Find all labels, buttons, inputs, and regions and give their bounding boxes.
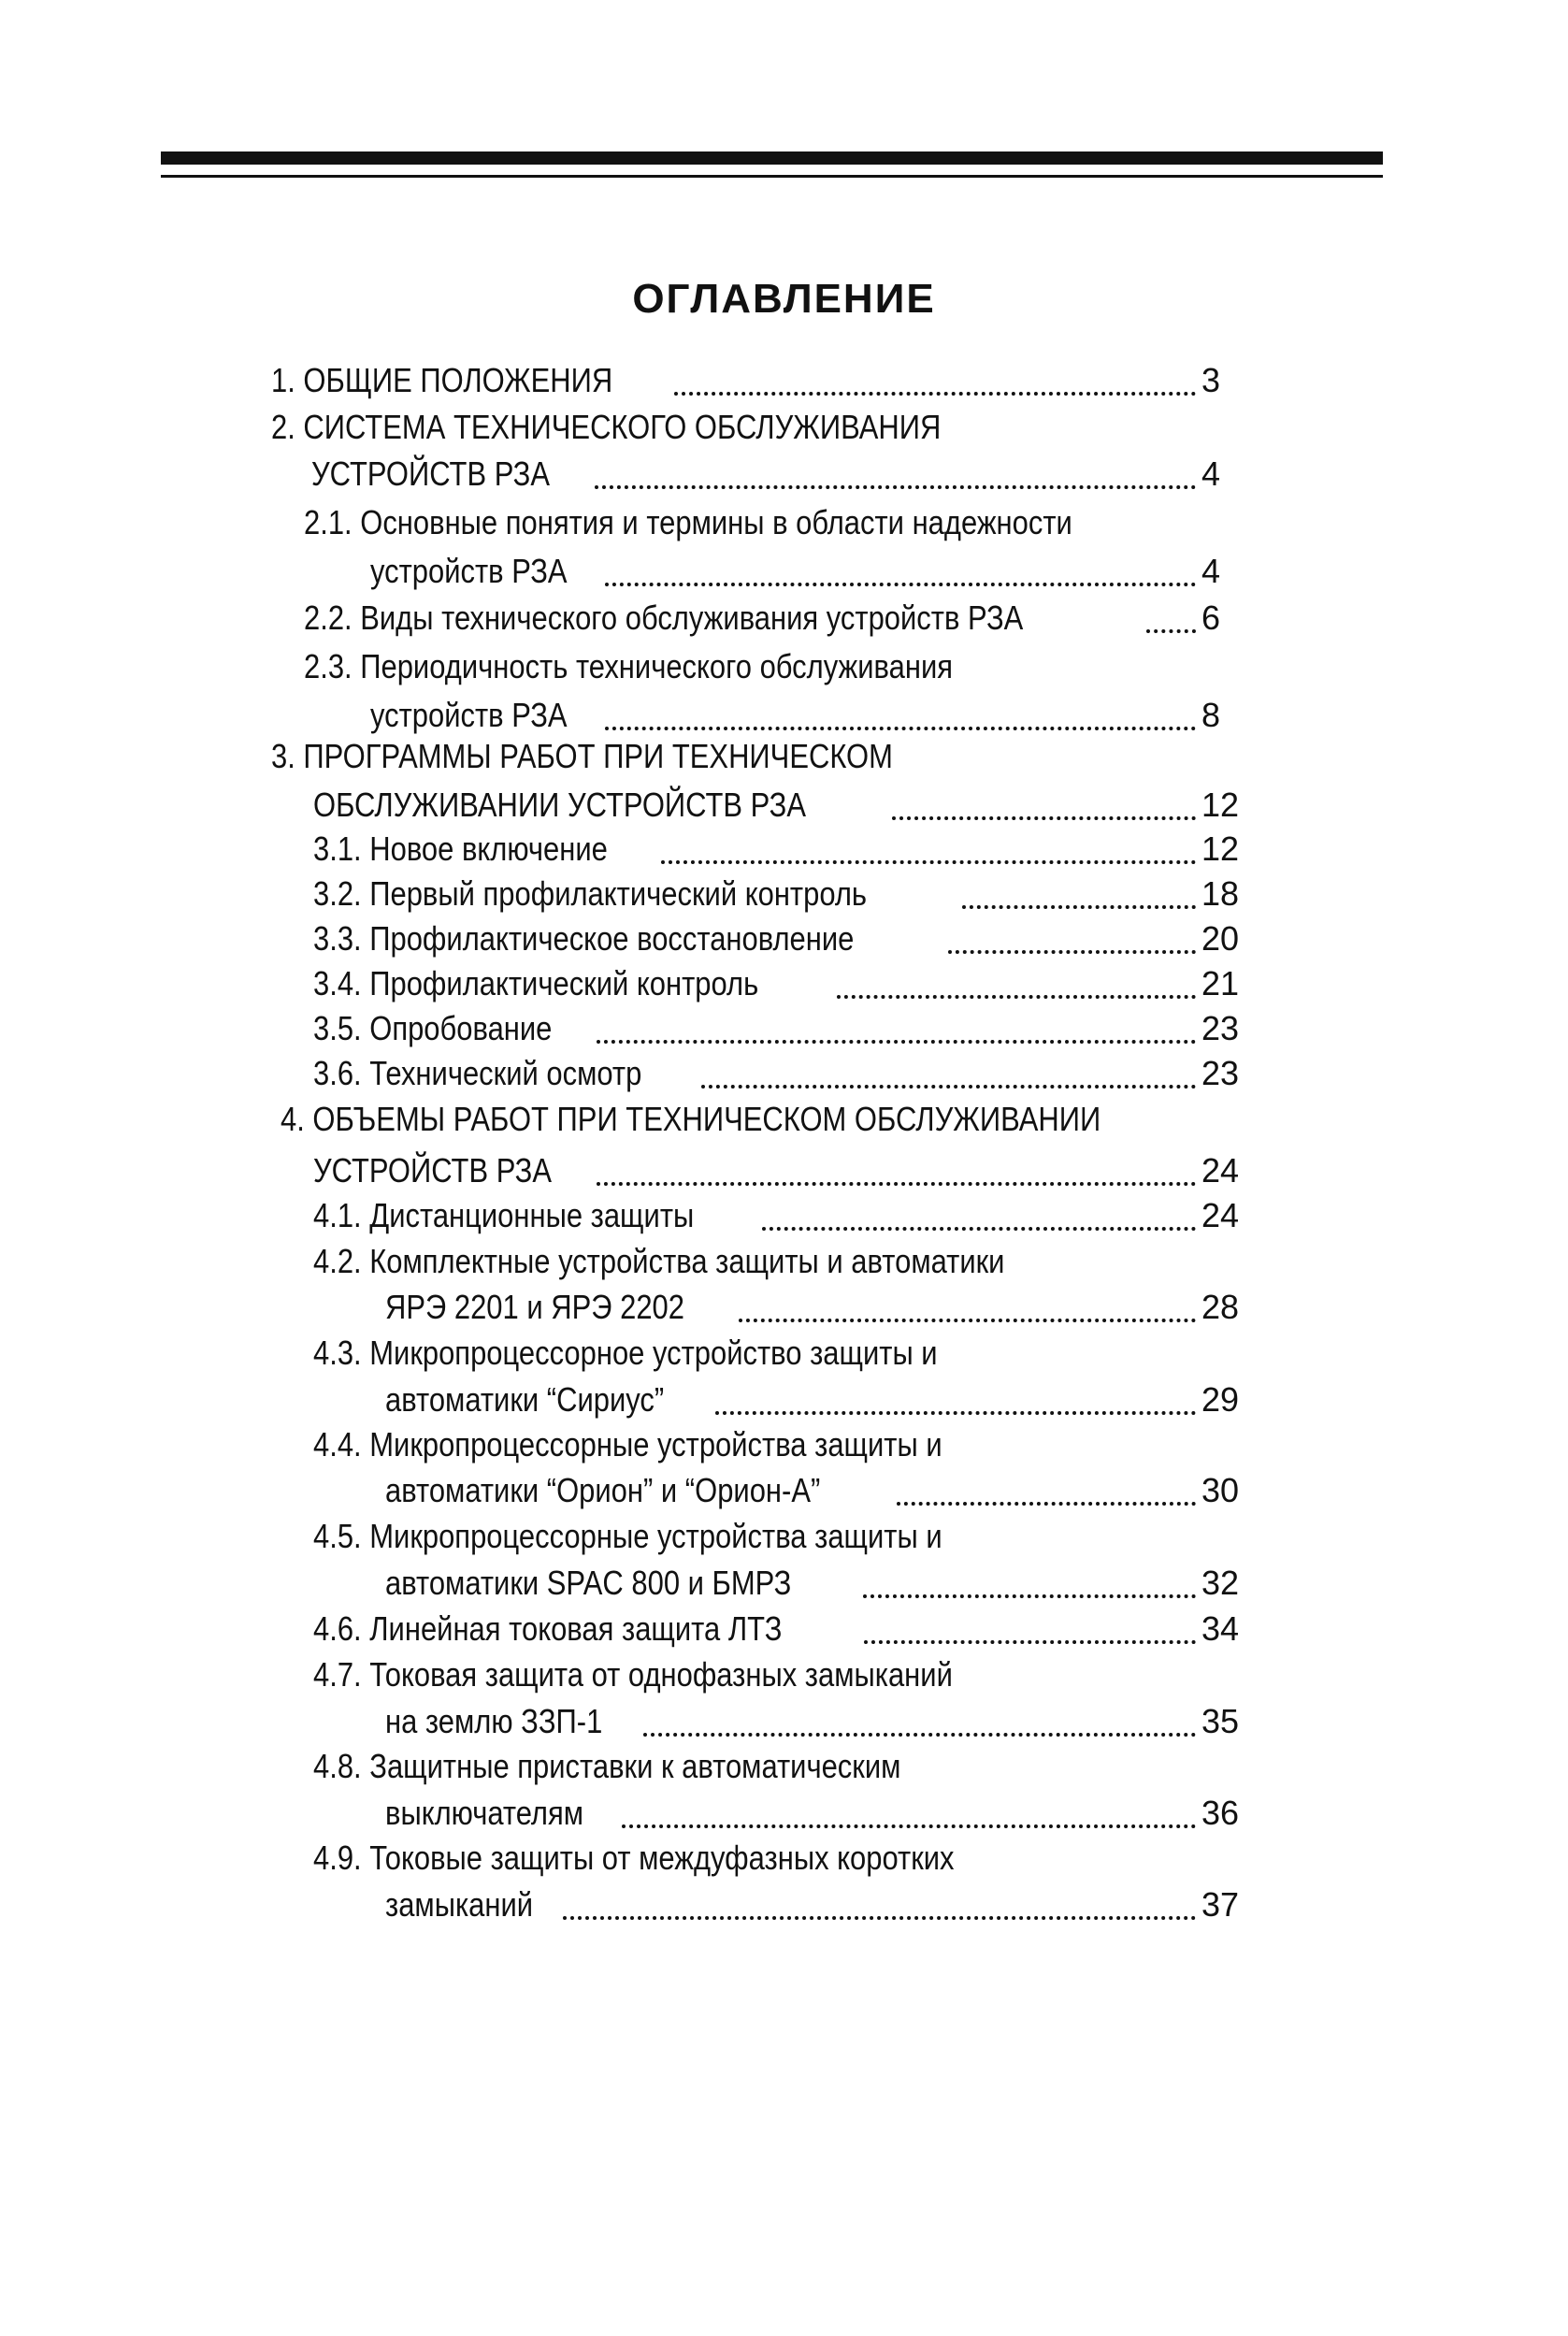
toc-entry[interactable]: [313, 1422, 1239, 1467]
toc-entry-title: 4.5. Микропроцессорные устройства защиты и: [313, 1517, 942, 1555]
toc-entry[interactable]: [385, 1377, 1239, 1422]
toc-entry-page: 8: [1201, 696, 1220, 734]
toc-entry-page: 20: [1201, 919, 1239, 958]
dot-leader: [605, 583, 1196, 586]
toc-entry-title: 4.1. Дистанционные защиты: [313, 1196, 695, 1234]
toc-entry-title: 4.4. Микропроцессорные устройства защиты и: [313, 1425, 942, 1464]
dot-leader: [739, 1319, 1196, 1322]
toc-entry-title: автоматики “Сириус”: [385, 1380, 665, 1419]
toc-entry[interactable]: [370, 693, 1220, 738]
toc-entry[interactable]: [313, 1652, 1239, 1697]
toc-entry-page: 6: [1201, 598, 1220, 637]
toc-entry-title: 2.3. Периодичность технического обслуживания: [304, 647, 954, 685]
toc-entry-title: 4. ОБЪЕМЫ РАБОТ ПРИ ТЕХНИЧЕСКОМ ОБСЛУЖИВАНИИ: [281, 1100, 1101, 1138]
toc-entry-page: 3: [1201, 361, 1220, 399]
toc-entry-page: 35: [1201, 1702, 1239, 1740]
toc-entry[interactable]: [271, 405, 1220, 450]
toc-entry[interactable]: [385, 1882, 1239, 1927]
toc-entry-title: УСТРОЙСТВ РЗА: [311, 454, 551, 493]
toc-entry-title: ЯРЭ 2201 и ЯРЭ 2202: [385, 1288, 684, 1326]
dot-leader: [674, 392, 1196, 396]
toc-entry-title: устройств РЗА: [370, 696, 568, 734]
toc-entry[interactable]: [281, 1097, 1239, 1142]
toc-entry-page: 18: [1201, 874, 1239, 913]
dot-leader: [837, 995, 1196, 999]
toc-entry-title: устройств РЗА: [370, 552, 568, 590]
toc-entry[interactable]: [370, 549, 1220, 594]
toc-entry-title: 3.1. Новое включение: [313, 829, 608, 868]
dot-leader: [622, 1824, 1196, 1828]
toc-entry-title: выключателям: [385, 1794, 584, 1832]
toc-entry[interactable]: [313, 1239, 1239, 1284]
toc-entry[interactable]: [313, 827, 1239, 872]
toc-entry-title: 4.7. Токовая защита от однофазных замыканий: [313, 1655, 953, 1694]
toc-entry[interactable]: [385, 1561, 1239, 1606]
toc-entry-title: 3.2. Первый профилактический контроль: [313, 874, 868, 913]
dot-leader: [1146, 629, 1196, 633]
dot-leader: [661, 860, 1196, 864]
toc-entry-page: 37: [1201, 1885, 1239, 1924]
toc-entry[interactable]: [313, 961, 1239, 1006]
toc-entry-title: 1. ОБЩИЕ ПОЛОЖЕНИЯ: [271, 361, 613, 399]
toc-entry[interactable]: [385, 1285, 1239, 1330]
toc-entry[interactable]: [304, 644, 1220, 689]
dot-leader: [595, 485, 1196, 489]
toc-entry[interactable]: [313, 1836, 1239, 1881]
toc-entry-title: 2.1. Основные понятия и термины в области надежности: [304, 503, 1072, 541]
page-title: ОГЛАВЛЕНИЕ: [632, 276, 936, 322]
dot-leader: [897, 1502, 1196, 1506]
toc-entry[interactable]: [311, 452, 1220, 497]
toc-entry-page: 29: [1201, 1380, 1239, 1419]
toc-entry[interactable]: [313, 1148, 1239, 1193]
toc-entry-title: 3. ПРОГРАММЫ РАБОТ ПРИ ТЕХНИЧЕСКОМ: [271, 737, 893, 775]
toc-entry[interactable]: [313, 1514, 1239, 1559]
toc-entry[interactable]: [313, 872, 1239, 916]
toc-entry-title: 4.3. Микропроцессорное устройство защиты и: [313, 1334, 938, 1372]
dot-leader: [892, 816, 1196, 820]
toc-entry-page: 23: [1201, 1009, 1239, 1047]
toc-entry-page: 12: [1201, 786, 1239, 824]
toc-entry-page: 24: [1201, 1151, 1239, 1190]
toc-entry[interactable]: [304, 500, 1220, 545]
dot-leader: [962, 905, 1196, 909]
toc-entry[interactable]: [271, 734, 1239, 779]
toc-entry-page: 4: [1201, 454, 1220, 493]
dot-leader: [605, 727, 1196, 730]
toc-entry-title: автоматики SPAC 800 и БМРЗ: [385, 1564, 792, 1602]
dot-leader: [864, 1640, 1196, 1644]
toc-entry-page: 28: [1201, 1288, 1239, 1326]
toc-entry-page: 24: [1201, 1196, 1239, 1234]
toc-entry[interactable]: [313, 1331, 1239, 1376]
dot-leader: [863, 1594, 1196, 1598]
toc-entry-title: 3.3. Профилактическое восстановление: [313, 919, 855, 958]
toc-entry-page: 23: [1201, 1054, 1239, 1092]
toc-entry[interactable]: [313, 1607, 1239, 1651]
toc-entry-title: на землю ЗЗП-1: [385, 1702, 603, 1740]
dot-leader: [643, 1733, 1196, 1737]
dot-leader: [701, 1085, 1196, 1089]
toc-entry-title: 3.4. Профилактический контроль: [313, 964, 759, 1002]
toc-entry-page: 34: [1201, 1609, 1239, 1648]
toc-entry[interactable]: [313, 916, 1239, 961]
toc-entry-page: 36: [1201, 1794, 1239, 1832]
toc-entry-page: 30: [1201, 1471, 1239, 1509]
toc-entry-page: 12: [1201, 829, 1239, 868]
toc-entry-title: УСТРОЙСТВ РЗА: [313, 1151, 553, 1190]
toc-entry-title: 4.2. Комплектные устройства защиты и автоматики: [313, 1242, 1005, 1280]
dot-leader: [597, 1040, 1196, 1044]
toc-entry-page: 21: [1201, 964, 1239, 1002]
toc-entry-title: 3.6. Технический осмотр: [313, 1054, 642, 1092]
toc-entry[interactable]: [385, 1699, 1239, 1744]
toc-entry[interactable]: [313, 1006, 1239, 1051]
toc-entry[interactable]: [385, 1468, 1239, 1513]
toc-entry-title: 4.9. Токовые защиты от междуфазных коротких: [313, 1839, 955, 1877]
toc-entry-title: 2.2. Виды технического обслуживания устройств РЗА: [304, 598, 1024, 637]
toc-entry[interactable]: [313, 1051, 1239, 1096]
dot-leader: [563, 1916, 1196, 1920]
toc-entry[interactable]: [304, 596, 1220, 641]
toc-entry-title: замыканий: [385, 1885, 534, 1924]
dot-leader: [762, 1227, 1196, 1231]
toc-entry[interactable]: [313, 1744, 1239, 1789]
toc-entry-title: 2. СИСТЕМА ТЕХНИЧЕСКОГО ОБСЛУЖИВАНИЯ: [271, 408, 942, 446]
toc-entry-title: ОБСЛУЖИВАНИИ УСТРОЙСТВ РЗА: [313, 786, 806, 824]
toc-entry[interactable]: [313, 783, 1239, 828]
toc-entry-title: автоматики “Орион” и “Орион-А”: [385, 1471, 821, 1509]
dot-leader: [715, 1411, 1196, 1415]
dot-leader: [597, 1182, 1196, 1186]
toc-entry-page: 4: [1201, 552, 1220, 590]
toc-entry-page: 32: [1201, 1564, 1239, 1602]
toc-entry-title: 4.8. Защитные приставки к автоматическим: [313, 1747, 901, 1785]
toc-entry-title: 4.6. Линейная токовая защита ЛТЗ: [313, 1609, 783, 1648]
toc-entry[interactable]: [271, 358, 1220, 403]
toc-entry[interactable]: [313, 1193, 1239, 1238]
toc-entry-title: 3.5. Опробование: [313, 1009, 553, 1047]
dot-leader: [948, 950, 1196, 954]
toc-entry[interactable]: [385, 1791, 1239, 1836]
